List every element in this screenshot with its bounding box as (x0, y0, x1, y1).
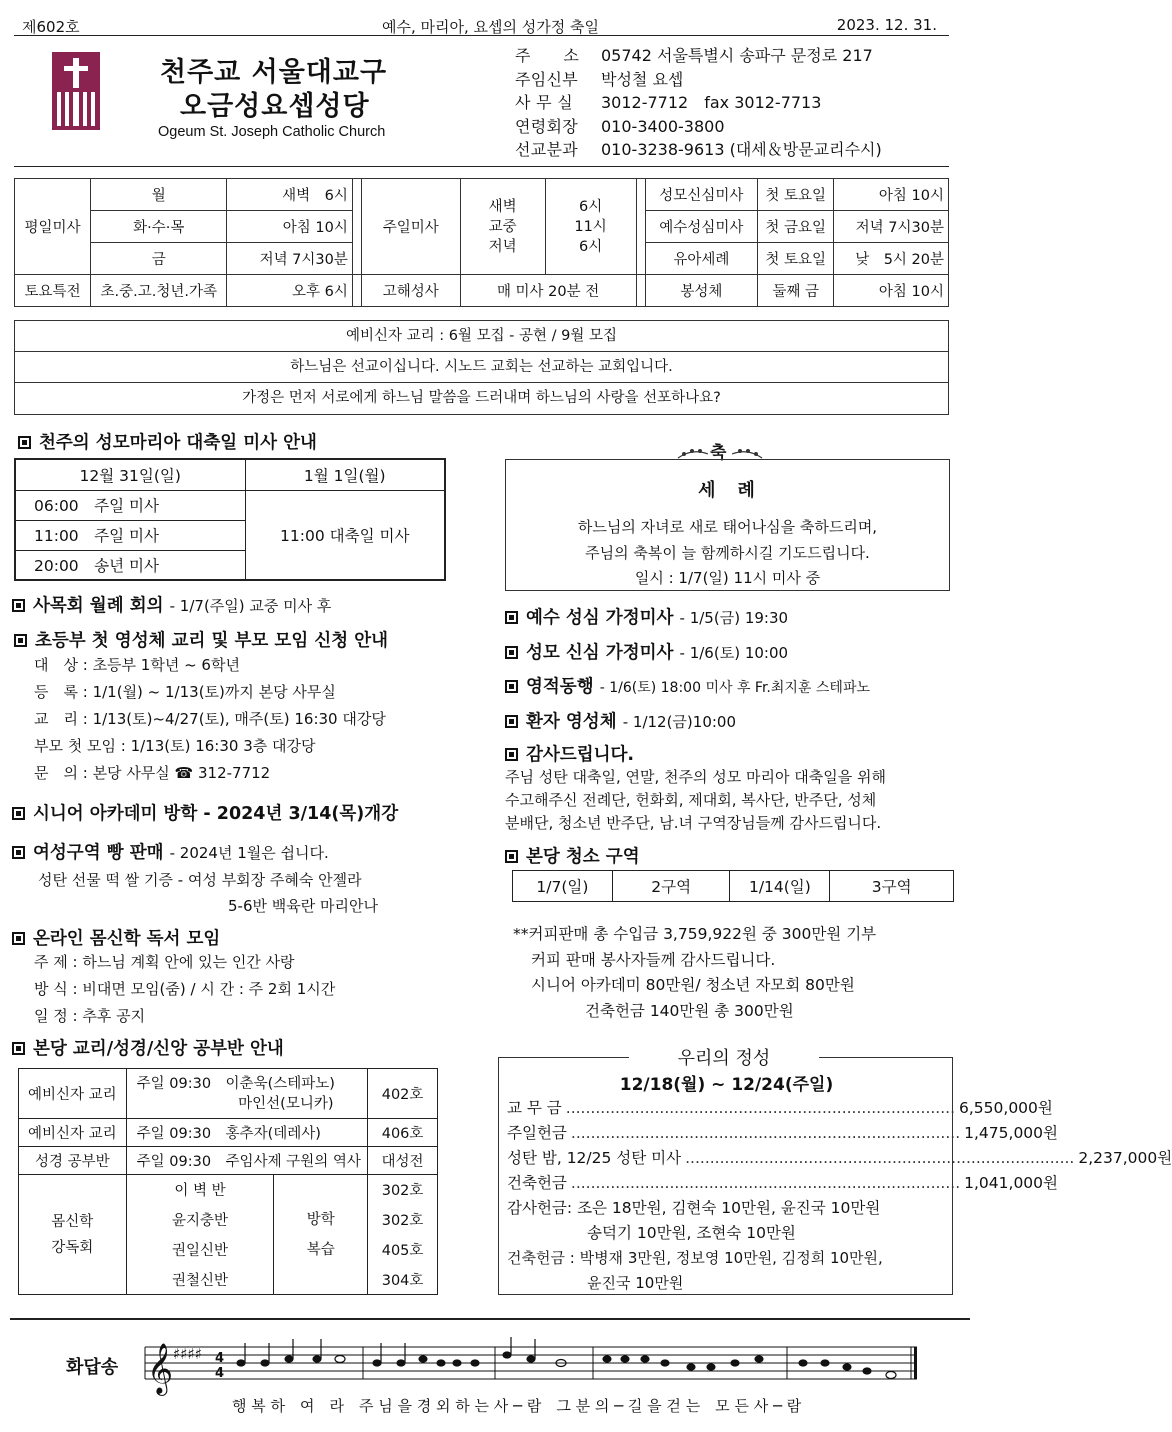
section-title-cleaning: 본당 청소 구역 (505, 843, 640, 868)
congrats-ornament: 축 (670, 436, 770, 466)
church-info: 주 소 05742 서울특별시 송파구 문정로 217 주임신부 박성철 요셉 사 무 실 3012-7712 fax 3012-7713 연령회장 010-3400-3800 선교분과 010-3238-9613 (대세＆방문교리수시) (515, 46, 882, 160)
section-title-bread-sale: 여성구역 빵 판매 - 2024년 1월은 쉽니다. (12, 839, 329, 864)
offering-box (498, 1048, 1172, 1295)
study-classes-table: 예비신자 교리 주일 09:30 이춘욱(스테파노) 마인선(모니카) 402호 예비신자 교리 주일 09:30 홍추자(데레사) 406호 성경 공부반 주일 09:30 주임사제 구원의 역사 대성전 몸신학 강독회 이 벽 반 방학 복습 302호 윤지충반 302호 권일신반 405호 권철신반 304호 (18, 1068, 438, 1295)
section-title-solemnity: 천주의 성모마리아 대축일 미사 안내 (18, 429, 317, 454)
music-staff (145, 1335, 925, 1397)
bread-sale-line: 성탄 선물 떡 쌀 기증 - 여성 부회장 주혜숙 안젤라 (38, 871, 362, 889)
coffee-sale-notice: **커피판매 총 수입금 3,759,922원 중 300만원 기부 커피 판매 봉사자들께 감사드립니다. 시니어 아카데미 80만원/ 청소년 자모회 80만원 건축헌금 140만원 총 300만원 (513, 925, 877, 1020)
svg-text:4: 4 (215, 1366, 225, 1381)
square-bullet-icon (505, 850, 518, 863)
square-bullet-icon (18, 436, 31, 449)
section-title-marian: 성모 신심 가정미사 - 1/6(토) 10:00 (505, 639, 788, 664)
svg-text:4: 4 (215, 1351, 225, 1366)
section-title-spiritual: 영적동행 - 1/6(토) 18:00 미사 후 Fr.최지훈 스테파노 (505, 673, 870, 698)
square-bullet-icon (12, 846, 25, 859)
church-logo (52, 52, 100, 130)
issue-number: 제602호 (22, 18, 80, 36)
mass-schedule-table: 평일미사 월 새벽 6시 주일미사 새벽 교중 저녁 6시 11시 6시 성모신심미사 첫 토요일 아침 10시 화·수·목 아침 10시 예수성심미사 첫 금요일 저녁 7시30분 금 저녁 7시30분 유아세례 첫 토요일 낮 5시 20분 토요특전 초.중.고.청년.가족 오후 6시 고해성사 매 미사 20분 전 봉성체 둘째 금 아침 10시 (14, 178, 949, 307)
header-divider (14, 166, 949, 167)
section-title-first-communion: 초등부 첫 영성체 교리 및 부모 모임 신청 안내 (14, 627, 388, 652)
offering-title: 우리의 정성 (629, 1044, 819, 1070)
psalm-lyrics: 행 복 하 여 라 주 님 을 경 외 하 는 사 ─ 람 그 분 의 ─ 길 을 걷 는 모 든 사 ─ 람 (232, 1397, 802, 1415)
first-communion-details: 대 상 : 초등부 1학년 ~ 6학년 등 록 : 1/1(월) ~ 1/13(토)까지 본당 사무실 교 리 : 1/13(토)~4/27(토), 매주(토) 16:30 대강당 부모 첫 모임 : 1/13(토) 16:30 3층 대강당 문 의 : 본당 사무실 ☎ 312-7712 (34, 656, 386, 782)
square-bullet-icon (505, 748, 518, 761)
svg-text:♯♯♯♯: ♯♯♯♯ (173, 1345, 203, 1363)
bread-sale-line: 5-6반 백육란 마리안나 (228, 897, 378, 915)
church-name-english: Ogeum St. Joseph Catholic Church (158, 124, 386, 140)
square-bullet-icon (12, 932, 25, 945)
feast-title: 예수, 마리아, 요셉의 성가정 축일 (382, 18, 599, 36)
notice-box (14, 320, 949, 415)
section-title-theology-reading: 온라인 몸신학 독서 모임 (12, 925, 220, 950)
section-title-council: 사목회 월례 회의 - 1/7(주일) 교중 미사 후 (12, 592, 331, 617)
thanks-text: 주님 성탄 대축일, 연말, 천주의 성모 마리아 대축일을 위해 수고해주신 전례단, 헌화회, 제대회, 복사단, 반주단, 성체 분배단, 청소년 반주단, 남.녀 구역장님들께 감사드립니다. (505, 768, 886, 832)
notice-line: 가정은 먼저 서로에게 하느님 말씀을 드러내며 하느님의 사랑을 선포하나요? (242, 390, 721, 406)
square-bullet-icon (505, 611, 518, 624)
section-title-sacred-heart: 예수 성심 가정미사 - 1/5(금) 19:30 (505, 604, 788, 629)
notice-line: 예비신자 교리 : 6월 모집 - 공현 / 9월 모집 (15, 321, 948, 352)
cleaning-table: 1/7(일) 2구역 1/14(일) 3구역 (512, 870, 954, 902)
bottom-divider (10, 1318, 970, 1320)
treble-clef-icon: 𝄞 (147, 1343, 174, 1394)
section-title-study-classes: 본당 교리/성경/신앙 공부반 안내 (12, 1035, 284, 1060)
square-bullet-icon (12, 599, 25, 612)
offering-rows: 교 무 금 ............................................................................... 6,550,000원 주일헌금 ............................................................................... 1,475,000원 성탄 밤, 12/25 성탄 미사 ............................................................................... 2,237,000원 건축헌금 ............................................................................... 1,041,000원 감사헌금: 조은 18만원, 김현숙 10만원, 윤진국 10만원 송덕기 10만원, 조현숙 10만원 건축헌금 : 박병재 3만원, 정보영 10만원, 김정희 10만원, 윤진국 10만원 (507, 1099, 1172, 1292)
square-bullet-icon (505, 680, 518, 693)
square-bullet-icon (12, 807, 25, 820)
square-bullet-icon (12, 1042, 25, 1055)
psalm-label: 화답송 (66, 1357, 119, 1378)
header-bar (14, 14, 949, 36)
square-bullet-icon (14, 634, 27, 647)
section-title-senior-academy: 시니어 아카데미 방학 - 2024년 3/14(목)개강 (12, 800, 398, 825)
issue-date: 2023. 12. 31. (836, 16, 937, 34)
section-title-sick-communion: 환자 영성체 - 1/12(금)10:00 (505, 708, 736, 733)
square-bullet-icon (505, 646, 518, 659)
notice-line: 하느님은 선교이십니다. 시노드 교회는 선교하는 교회입니다. (15, 352, 948, 383)
offering-period: 12/18(월) ~ 12/24(주일) (619, 1075, 834, 1095)
church-name: 천주교 서울대교구 오금성요셉성당 (160, 57, 388, 122)
section-title-thanks: 감사드립니다. (505, 741, 634, 766)
solemnity-mass-table: 12월 31일(일) 1월 1일(월) 06:00 주일 미사 11:00 대축일 미사 11:00 주일 미사 20:00 송년 미사 (14, 458, 446, 581)
square-bullet-icon (505, 715, 518, 728)
baptism-box: 세 례 하느님의 자녀로 새로 태어나심을 축하드리며, 주님의 축복이 늘 함께하시길 기도드립니다. 일시 : 1/7(일) 11시 미사 중 (505, 459, 950, 591)
theology-reading-details: 주 제 : 하느님 계획 안에 있는 인간 사랑 방 식 : 비대면 모임(줌) / 시 간 : 주 2회 1시간 일 정 : 추후 공지 (34, 953, 336, 1025)
